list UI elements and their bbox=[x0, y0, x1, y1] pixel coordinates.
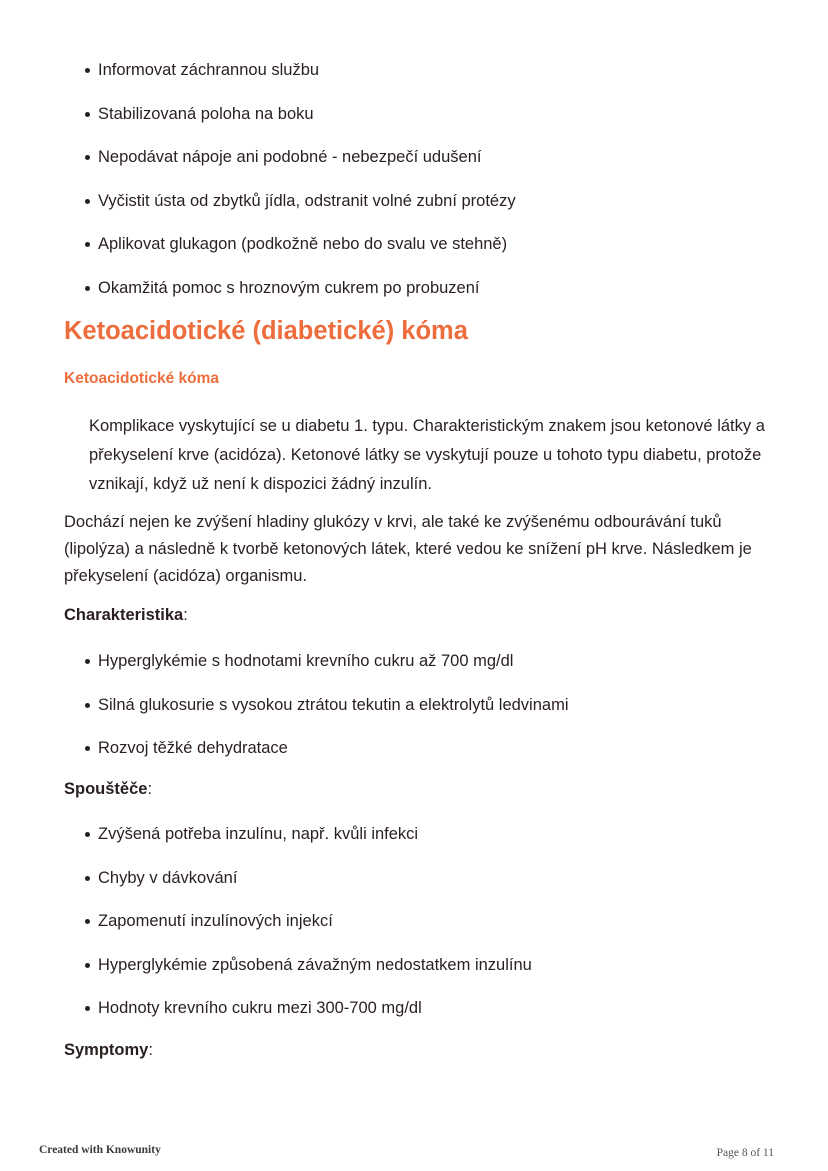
list-item: Zapomenutí inzulínových injekcí bbox=[0, 911, 828, 931]
characteristics-label-text: Charakteristika bbox=[64, 606, 184, 624]
triggers-list bbox=[0, 824, 828, 1018]
list-item: Nepodávat nápoje ani podobné - nebezpečí udušení bbox=[0, 147, 828, 167]
characteristics-label bbox=[64, 606, 188, 625]
list-item: Chyby v dávkování bbox=[0, 868, 828, 888]
list-item: Aplikovat glukagon (podkožně nebo do svalu ve stehně) bbox=[0, 234, 828, 254]
symptoms-label-text: Symptomy bbox=[64, 1041, 149, 1059]
list-item: Rozvoj těžké dehydratace bbox=[0, 738, 828, 758]
triggers-label bbox=[64, 780, 152, 799]
body-paragraph: Dochází nejen ke zvýšení hladiny glukózy v krvi, ale také ke zvýšenému odbourávání tuků (lipolýza) a následně k tvorbě ketonových látek, které vedou ke snížení pH krve. Následkem je překyselení (acidóza) organismu. bbox=[64, 513, 752, 585]
list-item: Okamžitá pomoc s hroznovým cukrem po probuzení bbox=[0, 278, 828, 298]
triggers-label-text: Spouštěče bbox=[64, 780, 148, 798]
list-item: Vyčistit ústa od zbytků jídla, odstranit volné zubní protézy bbox=[0, 191, 828, 211]
characteristics-list bbox=[0, 651, 828, 758]
created-with-footer: Created with Knowunity bbox=[39, 1144, 161, 1156]
subheading: Ketoacidotické kóma bbox=[64, 370, 220, 387]
list-item: Hyperglykémie s hodnotami krevního cukru až 700 mg/dl bbox=[0, 651, 828, 671]
symptoms-label-colon: : bbox=[148, 1041, 153, 1059]
symptoms-label bbox=[64, 1041, 153, 1060]
characteristics-label-colon: : bbox=[183, 606, 188, 624]
list-item: Stabilizovaná poloha na boku bbox=[0, 104, 828, 124]
page-number: Page 8 of 11 bbox=[716, 1147, 774, 1159]
triggers-label-colon: : bbox=[147, 780, 153, 798]
list-item: Silná glukosurie s vysokou ztrátou tekutin a elektrolytů ledvinami bbox=[0, 695, 828, 715]
list-item: Hyperglykémie způsobená závažným nedostatkem inzulínu bbox=[0, 955, 828, 975]
first-aid-list bbox=[0, 60, 828, 298]
list-item: Informovat záchrannou službu bbox=[0, 60, 828, 80]
list-item: Hodnoty krevního cukru mezi 300-700 mg/dl bbox=[0, 998, 828, 1018]
list-item: Zvýšená potřeba inzulínu, např. kvůli infekci bbox=[0, 824, 828, 844]
indented-paragraph: Komplikace vyskytující se u diabetu 1. typu. Charakteristickým znakem jsou ketonové látky a překyselení krve (acidóza). Ketonové látky se vyskytují pouze u tohoto typu diabetu, protože vznikají, když už není k dispozici žádný inzulín. bbox=[89, 417, 765, 493]
section-heading: Ketoacidotické (diabetické) kóma bbox=[64, 317, 468, 345]
